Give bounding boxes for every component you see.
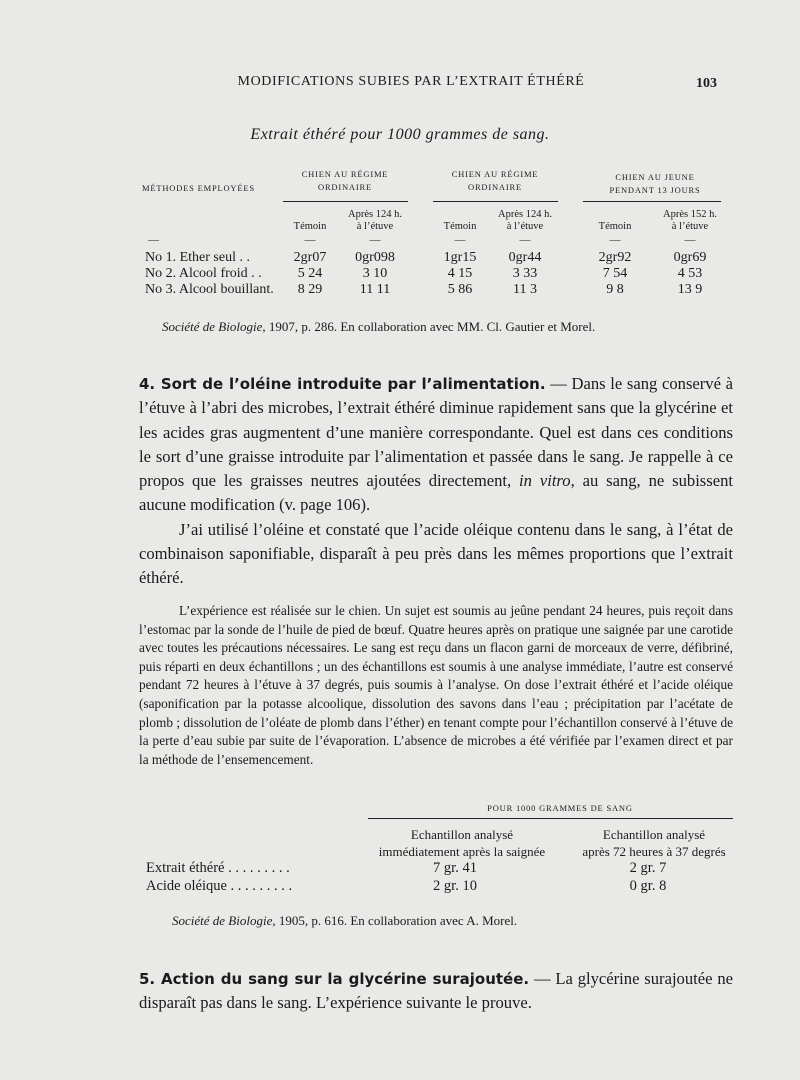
table1-cell: 9 8	[606, 282, 624, 297]
table1-cell: 8 29	[297, 282, 323, 297]
table2-source: Société de Biologie, 1905, p. 616. En collaboration avec A. Morel.	[172, 913, 518, 928]
section5-heading: 5. Action du sang sur la glycérine surajoutée.	[139, 970, 530, 988]
dash: —	[304, 234, 316, 246]
group-rule-2	[433, 201, 558, 202]
subhead-apres: Après 152 h. à l’étuve	[663, 209, 717, 232]
section4-heading: 4. Sort de l’oléine introduite par l’alimentation.	[139, 375, 546, 393]
table1-cell: 13 9	[677, 282, 703, 297]
subhead-apres: Après 124 h. à l’étuve	[498, 209, 552, 232]
table2-row-label: Acide oléique . . . . . . . . .	[146, 878, 293, 894]
group-rule-1	[283, 201, 408, 202]
table1-cell: 5 24	[297, 266, 323, 281]
table1-cell: 0gr69	[673, 250, 707, 265]
table2-rule	[368, 818, 733, 819]
table1-cell: 2gr92	[598, 250, 632, 265]
table2-cell: 7 gr. 41	[433, 860, 477, 876]
table2-cell: 2 gr. 10	[433, 878, 477, 894]
group-head-3: CHIEN AU JEUNE PENDANT 13 JOURS	[609, 172, 701, 195]
group-head-1: CHIEN AU RÉGIME ORDINAIRE	[301, 169, 389, 192]
table1-cell: 3 33	[512, 266, 538, 281]
running-header: MODIFICATIONS SUBIES PAR L’EXTRAIT ÉTHÉRÉ	[237, 74, 585, 89]
dash: —	[684, 234, 696, 246]
table1-source: Société de Biologie, 1907, p. 286. En collaboration avec MM. Cl. Gautier et Morel.	[162, 319, 596, 334]
table1-cell: 5 86	[447, 282, 473, 297]
table1-cell: 11 11	[359, 282, 391, 297]
subhead-temoin: Témoin	[443, 221, 477, 232]
page-number: 103	[696, 76, 717, 91]
table2-top-header: POUR 1000 GRAMMES DE SANG	[487, 803, 633, 813]
dash: —	[454, 234, 466, 246]
section5-body: 5. Action du sang sur la glycérine surajoutée. — La glycérine surajoutée ne disparaît pas dans le sang. L’expérience suivante le prouve.	[139, 969, 733, 1013]
table1-cell: 0gr44	[508, 250, 542, 265]
dash: —	[369, 234, 381, 246]
table1-cell: 1gr15	[443, 250, 477, 265]
experiment-description: L’expérience est réalisée sur le chien. Un sujet est soumis au jeûne pendant 24 heures, puis reçoit dans l’estomac par la sonde de l’huile de pied de bœuf. Quatre heures après on pratique une saignée par une carotide avec toutes les précautions nécessaires. Le sang est reçu dans un flacon garni de morceaux de verre, défibriné, puis réparti en deux échantillons ; un des échantillons est soumis à une analyse immédiate, l’autre est conservé pendant 72 heures à l’étuve à 37 degrés, puis soumis à l’analyse. On dose l’extrait éthéré et l’acide oléique (saponification par la potasse alcoolique, dissolution des savons dans l’eau ; précipitation par l’acétate de plomb ; dissolution de l’oléate de plomb dans l’éther) en tenant compte pour l’échantillon conservé à l’étuve de la perte d’eau subie par suite de l’évaporation. L’absence de microbes a été vérifiée par l’examen direct et par la méthode de l’ensemencement.	[139, 603, 733, 767]
group-rule-3	[583, 201, 721, 202]
table1-row-label: No 1. Ether seul . .	[145, 250, 250, 265]
section4-body: 4. Sort de l’oléine introduite par l’alimentation. — Dans le sang conservé à l’étuve à l’abri des microbes, l’extrait éthéré diminue rapidement sans que la glycérine et les acides gras augmentent d’une manière correspondante. Quel est dans ces conditions le sort d’une graisse introduite par l’alimentation et passée dans le sang. Je rappelle à ce propos que les graisses neutres ajoutées directement, in vitro, au sang, ne subissent aucune modification (v. page 106). J’ai utilisé l’oléine et constaté que l’acide oléique contenu dans le sang, à l’état de combinaison saponifiable, disparaît à peu près dans les mêmes proportions que l’extrait éthéré.	[139, 374, 733, 588]
table1-cell: 4 15	[447, 266, 473, 281]
table2-row-label: Extrait éthéré . . . . . . . . .	[146, 860, 290, 876]
table2-cell: 2 gr. 7	[629, 860, 667, 876]
table1-cell: 4 53	[677, 266, 703, 281]
table1-cell: 11 3	[513, 282, 537, 297]
table2-col2-head: Echantillon analysé après 72 heures à 37 degrés	[582, 827, 726, 859]
subhead-temoin: Témoin	[598, 221, 632, 232]
table2-col1-head: Echantillon analysé immédiatement après la saignée	[378, 827, 546, 859]
table1-cell: 3 10	[362, 266, 388, 281]
table1-row-label: No 3. Alcool bouillant.	[145, 282, 274, 297]
dash: —	[519, 234, 531, 246]
dash: —	[148, 234, 159, 246]
table1-caption: Extrait éthéré pour 1000 grammes de sang.	[250, 126, 550, 143]
subhead-apres: Après 124 h. à l’étuve	[348, 209, 402, 232]
table1-cell: 0gr098	[355, 250, 395, 265]
table1-cell: 2gr07	[293, 250, 327, 265]
subhead-temoin: Témoin	[293, 221, 327, 232]
dash: —	[609, 234, 621, 246]
methods-header: MÉTHODES EMPLOYÉES	[142, 183, 255, 193]
table2-cell: 0 gr. 8	[629, 878, 667, 894]
table1-cell: 7 54	[602, 266, 628, 281]
group-head-2: CHIEN AU RÉGIME ORDINAIRE	[451, 169, 539, 192]
table1-row-label: No 2. Alcool froid . .	[145, 266, 262, 281]
